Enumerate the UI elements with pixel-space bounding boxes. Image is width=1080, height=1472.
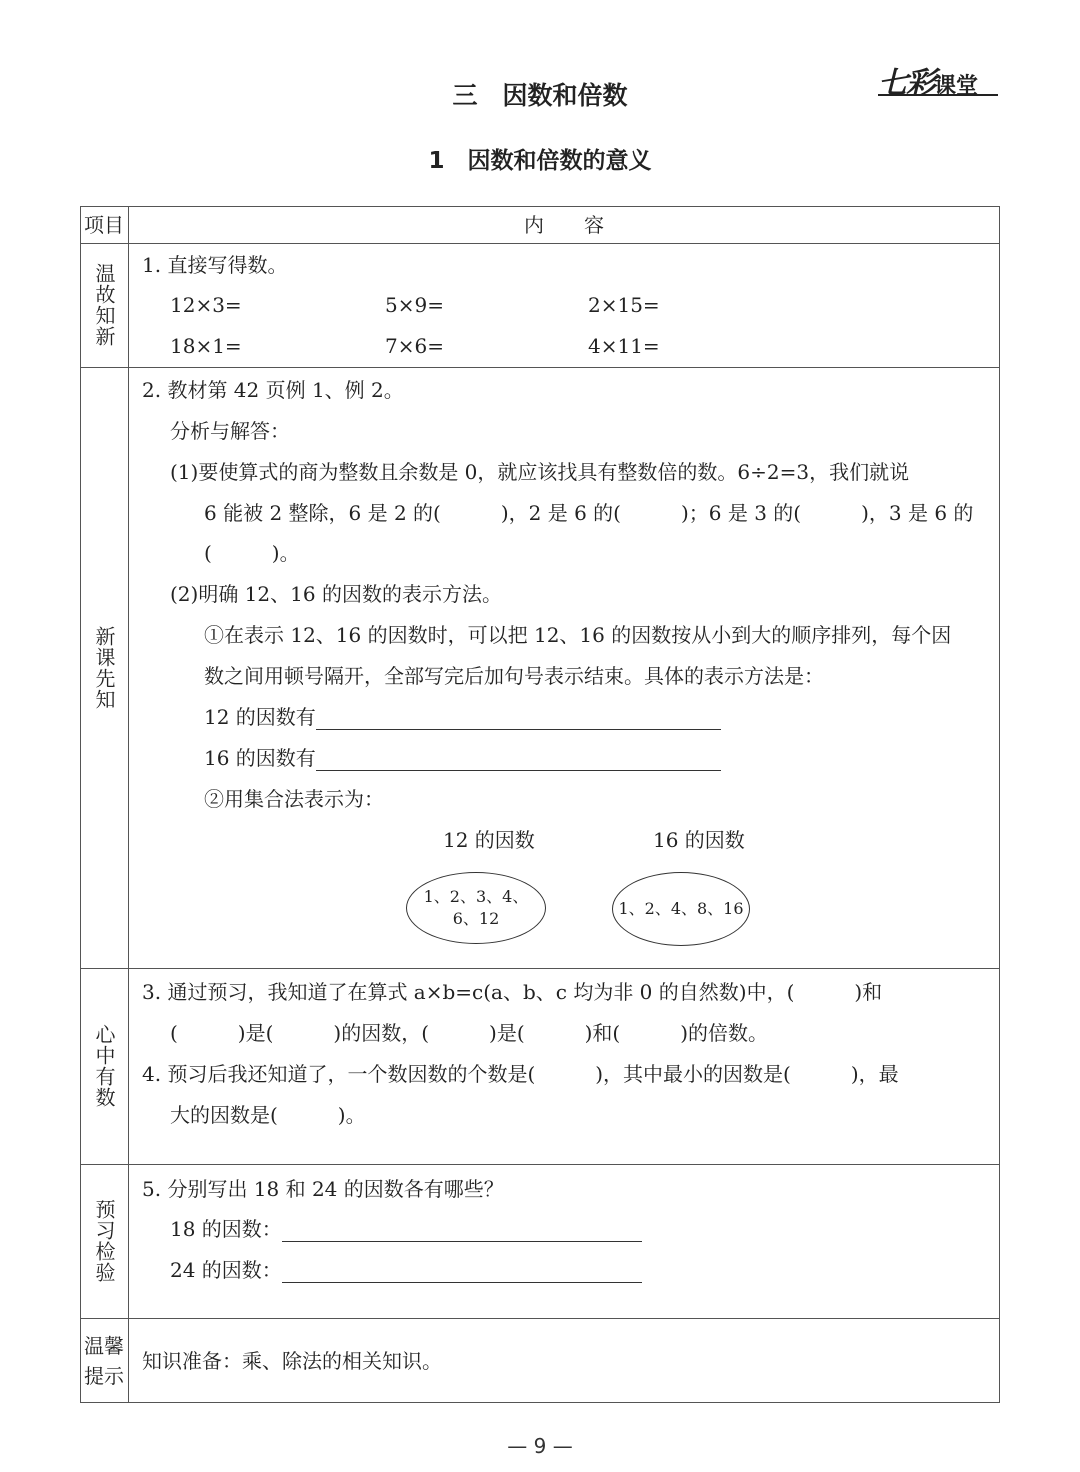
- factors-12-row: [204, 704, 721, 730]
- page-number: — 9 —: [507, 1434, 573, 1458]
- table-row-divider: [80, 367, 1000, 368]
- calc-item: 2×15=: [588, 293, 660, 317]
- part2-sub2: ②用集合法表示为：: [204, 787, 384, 811]
- section-label-in-mind: [80, 968, 128, 1164]
- factors-16-label: 16 的因数有: [204, 746, 316, 770]
- lesson-title: 1 因数和倍数的意义: [428, 148, 652, 174]
- set-16-title: 16 的因数: [653, 828, 745, 852]
- set-16-ellipse: [612, 872, 750, 946]
- header-item: 项目: [84, 212, 124, 237]
- chapter-title: 三 因数和倍数: [452, 81, 628, 110]
- logo-text-small: 课堂: [934, 74, 979, 99]
- factors-18-answer-line[interactable]: [282, 1219, 642, 1242]
- section-label-new-lesson: [80, 367, 128, 968]
- factors-24-row: [170, 1257, 642, 1283]
- part2-sub1-line: 数之间用顿号隔开，全部写完后加句号表示结束。具体的表示方法是：: [204, 664, 824, 688]
- set-12-ellipse: [406, 872, 546, 944]
- question-3-line: 3. 通过预习，我知道了在算式 a×b=c(a、b、c 均为非 0 的自然数)中，( )和: [142, 980, 883, 1004]
- tips-label-line: 提示: [84, 1363, 124, 1388]
- set-12-title: 12 的因数: [443, 828, 535, 852]
- question-3-line: ( )是( )的因数，( )是( )和( )的倍数。: [170, 1021, 769, 1045]
- review-label-text: 温故知新: [92, 263, 116, 347]
- table-row-divider: [80, 968, 1000, 969]
- factors-18-row: [170, 1216, 642, 1242]
- calc-item: 12×3=: [170, 293, 242, 317]
- tips-content: 知识准备：乘、除法的相关知识。: [142, 1349, 442, 1373]
- factors-18-label: 18 的因数：: [170, 1217, 282, 1241]
- part1-line: 6 能被 2 整除，6 是 2 的( )，2 是 6 的( )；6 是 3 的( )，3 是 6 的: [204, 501, 974, 525]
- set-16-content: 1、2、4、8、16: [618, 899, 744, 918]
- factors-16-row: [204, 745, 721, 771]
- question-1: 1. 直接写得数。: [142, 253, 288, 277]
- in-mind-label-text: 心中有数: [92, 1024, 116, 1108]
- section-label-tips: [80, 1318, 128, 1403]
- calc-item: 18×1=: [170, 334, 242, 358]
- question-5: 5. 分别写出 18 和 24 的因数各有哪些？: [142, 1177, 504, 1201]
- factors-24-answer-line[interactable]: [282, 1260, 642, 1283]
- analysis-heading: 分析与解答：: [170, 419, 290, 443]
- section-label-preview-check: [80, 1164, 128, 1318]
- calc-item: 7×6=: [385, 334, 444, 358]
- part1-line: (1)要使算式的商为整数且余数是 0，就应该找具有整数倍的数。6÷2=3，我们就说: [170, 460, 910, 484]
- new-lesson-label-text: 新课先知: [92, 625, 116, 710]
- factors-12-label: 12 的因数有: [204, 705, 316, 729]
- table-row-divider: [80, 1318, 1000, 1319]
- calc-item: 5×9=: [385, 293, 444, 317]
- preview-check-label-text: 预习检验: [92, 1199, 116, 1283]
- calc-item: 4×11=: [588, 334, 660, 358]
- question-4-line: 4. 预习后我还知道了，一个数因数的个数是( )，其中最小的因数是( )，最: [142, 1062, 899, 1086]
- table-column-divider: [128, 206, 129, 1403]
- section-label-review: [80, 243, 128, 367]
- table-row-divider: [80, 243, 1000, 244]
- table-row-divider: [80, 1164, 1000, 1165]
- factors-16-answer-line[interactable]: [316, 748, 721, 771]
- factors-12-answer-line[interactable]: [316, 707, 721, 730]
- part2-sub1-line: ①在表示 12、16 的因数时，可以把 12、16 的因数按从小到大的顺序排列，每个因: [204, 623, 952, 647]
- part1-line: ( )。: [204, 541, 300, 565]
- factors-24-label: 24 的因数：: [170, 1258, 282, 1282]
- part2-heading: (2)明确 12、16 的因数的表示方法。: [170, 582, 502, 606]
- set-12-line: 6、12: [452, 909, 500, 928]
- tips-label-line: 温馨: [84, 1333, 124, 1358]
- question-2: 2. 教材第 42 页例 1、例 2。: [142, 378, 404, 402]
- set-12-line: 1、2、3、4、: [423, 887, 529, 906]
- question-4-line: 大的因数是( )。: [170, 1103, 366, 1127]
- logo-text-big: 七彩: [878, 66, 934, 101]
- header-content: 内 容: [524, 213, 604, 237]
